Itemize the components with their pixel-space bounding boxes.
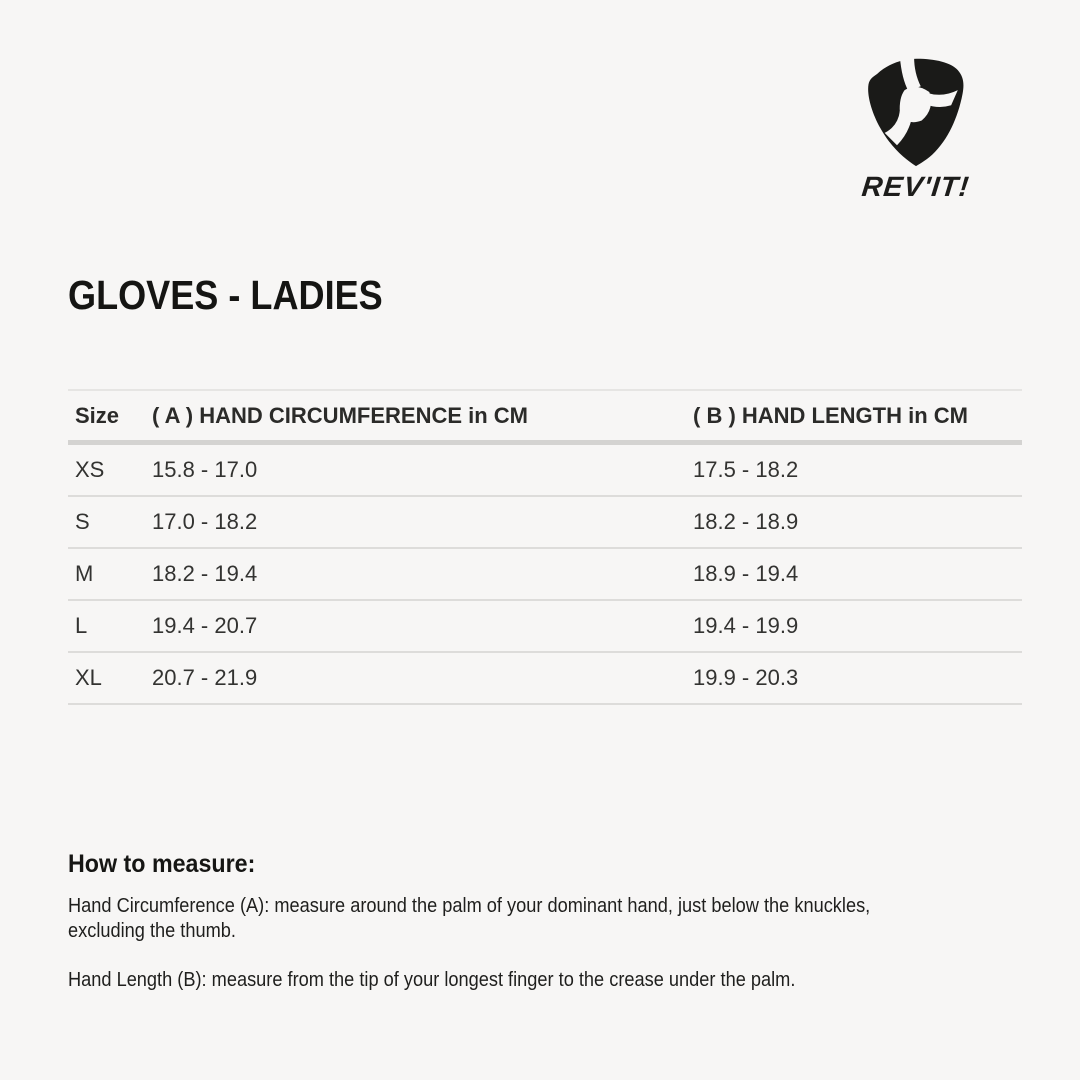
table-row [68,653,1022,705]
hand-length-cell: 18.9 - 19.4 [693,561,799,586]
hand-circumference-cell: 19.4 - 20.7 [152,613,258,638]
hand-length-cell: 18.2 - 18.9 [693,509,799,534]
table-header-row [68,391,1022,445]
hand-length-cell: 17.5 - 18.2 [693,457,799,482]
column-header-hand-circumference: ( A ) HAND CIRCUMFERENCE in CM [152,402,529,428]
hand-length-cell: 19.4 - 19.9 [693,613,799,638]
size-cell: S [75,509,90,534]
brand-logo [838,54,994,203]
column-header-hand-length: ( B ) HAND LENGTH in CM [693,402,968,428]
page-title: GLOVES - LADIES [68,272,383,319]
how-to-measure-heading: How to measure: [68,850,256,878]
how-to-measure-section [68,851,1028,993]
hand-length-instructions: Hand Length (B): measure from the tip of your longest finger to the crease under the palm. [68,968,796,991]
hand-circumference-cell: 17.0 - 18.2 [152,509,258,534]
revit-shield-icon [858,54,974,168]
table-row [68,445,1022,497]
column-header-size: Size [75,402,120,428]
hand-circumference-instructions: Hand Circumference (A): measure around the palm of your dominant hand, just below the knuckles, excluding the thumb. [68,894,871,942]
size-cell: XS [75,457,105,482]
hand-circumference-cell: 18.2 - 19.4 [152,561,258,586]
size-chart-table [68,389,1022,705]
size-cell: M [75,561,94,586]
size-cell: XL [75,665,102,690]
table-row [68,497,1022,549]
size-cell: L [75,613,88,638]
brand-wordmark: REV'IT! [860,171,972,202]
hand-circumference-cell: 15.8 - 17.0 [152,457,258,482]
table-row [68,601,1022,653]
hand-length-cell: 19.9 - 20.3 [693,665,799,690]
hand-circumference-cell: 20.7 - 21.9 [152,665,258,690]
table-body [68,445,1022,705]
table-row [68,549,1022,601]
